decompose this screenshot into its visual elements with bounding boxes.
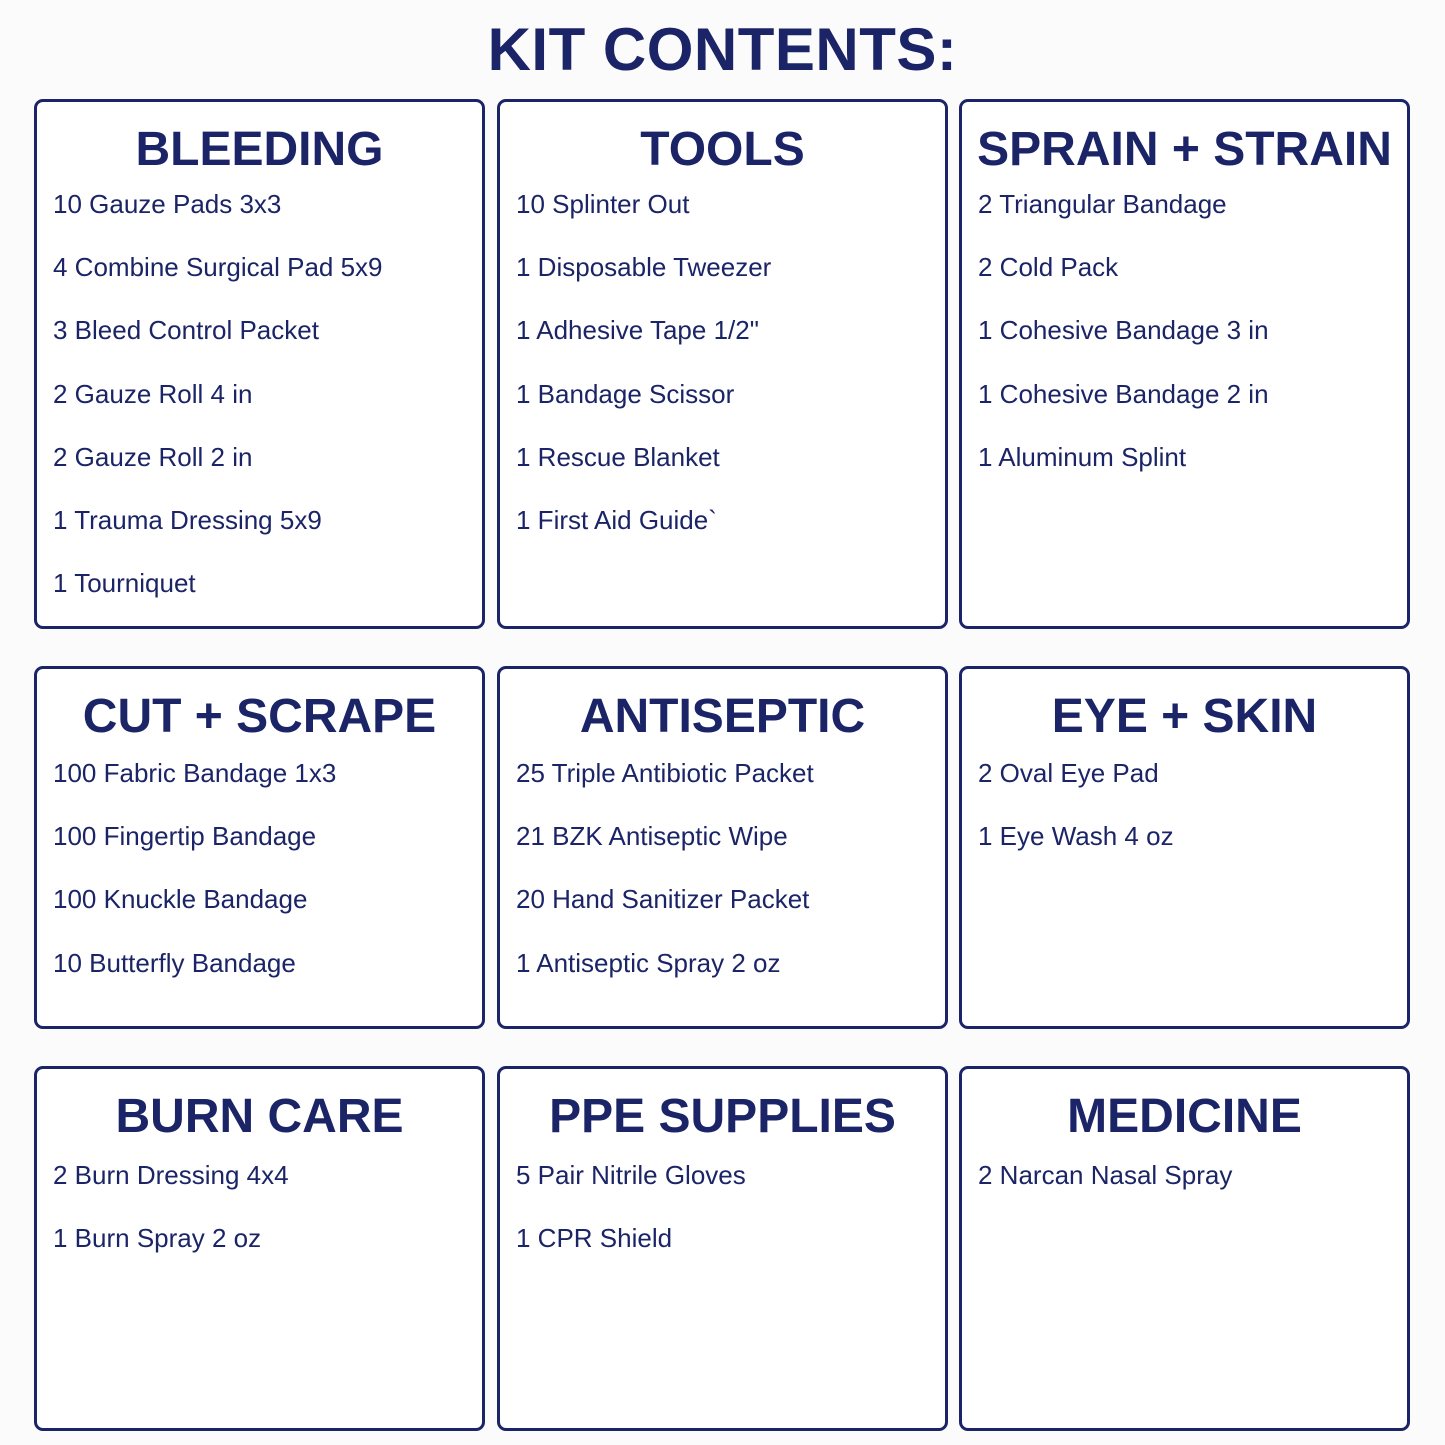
- list-item: 1 Disposable Tweezer: [516, 252, 772, 283]
- item-list: [516, 757, 935, 1010]
- category-card-sprain-strain: [959, 99, 1410, 629]
- list-item: 2 Gauze Roll 4 in: [53, 378, 253, 409]
- category-title: ANTISEPTIC: [579, 690, 866, 743]
- list-item: 1 Eye Wash 4 oz: [978, 821, 1174, 852]
- item-list: [53, 188, 472, 630]
- category-title: CUT + SCRAPE: [82, 690, 437, 743]
- list-item: 1 Aluminum Splint: [978, 441, 1187, 472]
- list-item: 1 Burn Spray 2 oz: [53, 1223, 262, 1254]
- category-card-cut-scrape: [34, 666, 485, 1029]
- item-list: [516, 188, 935, 567]
- list-item: 1 Antiseptic Spray 2 oz: [516, 947, 781, 978]
- item-list: [978, 757, 1397, 883]
- list-item: 25 Triple Antibiotic Packet: [516, 758, 814, 788]
- category-title: SPRAIN + STRAIN: [977, 123, 1392, 176]
- item-list: [516, 1159, 935, 1285]
- page-title: KIT CONTENTS:: [487, 16, 958, 83]
- list-item: 20 Hand Sanitizer Packet: [516, 884, 810, 915]
- list-item: 10 Gauze Pads 3x3: [53, 189, 282, 219]
- list-item: 100 Fingertip Bandage: [53, 821, 317, 852]
- category-title: TOOLS: [640, 123, 805, 176]
- list-item: 1 Adhesive Tape 1/2": [516, 315, 759, 346]
- list-item: 100 Fabric Bandage 1x3: [53, 758, 337, 788]
- category-card-burn-care: [34, 1066, 485, 1431]
- list-item: 2 Cold Pack: [978, 252, 1119, 283]
- category-title: BLEEDING: [135, 123, 384, 176]
- list-item: 4 Combine Surgical Pad 5x9: [53, 252, 383, 283]
- item-list: [978, 1159, 1397, 1222]
- category-title: EYE + SKIN: [1051, 690, 1318, 743]
- item-list: [53, 1159, 472, 1285]
- category-title: PPE SUPPLIES: [549, 1090, 896, 1143]
- list-item: 2 Triangular Bandage: [978, 189, 1227, 219]
- list-item: 2 Gauze Roll 2 in: [53, 441, 253, 472]
- list-item: 1 Trauma Dressing 5x9: [53, 504, 322, 535]
- list-item: 1 Bandage Scissor: [516, 378, 735, 409]
- item-list: [978, 188, 1397, 504]
- list-item: 1 Cohesive Bandage 2 in: [978, 378, 1269, 409]
- category-card-antiseptic: [497, 666, 948, 1029]
- list-item: 3 Bleed Control Packet: [53, 315, 319, 346]
- list-item: 1 First Aid Guide`: [516, 504, 717, 535]
- list-item: 1 CPR Shield: [516, 1223, 673, 1254]
- list-item: 1 Rescue Blanket: [516, 441, 720, 472]
- item-list: [53, 757, 472, 1010]
- list-item: 5 Pair Nitrile Gloves: [516, 1160, 746, 1190]
- category-card-medicine: [959, 1066, 1410, 1431]
- list-item: 2 Oval Eye Pad: [978, 758, 1159, 788]
- list-item: 2 Burn Dressing 4x4: [53, 1160, 289, 1190]
- category-title: BURN CARE: [115, 1090, 404, 1143]
- category-title: MEDICINE: [1067, 1090, 1302, 1143]
- category-card-bleeding: [34, 99, 485, 629]
- list-item: 100 Knuckle Bandage: [53, 884, 308, 915]
- list-item: 1 Cohesive Bandage 3 in: [978, 315, 1269, 346]
- list-item: 10 Butterfly Bandage: [53, 947, 296, 978]
- category-card-tools: [497, 99, 948, 629]
- list-item: 10 Splinter Out: [516, 189, 690, 219]
- list-item: 1 Tourniquet: [53, 568, 196, 599]
- category-card-eye-skin: [959, 666, 1410, 1029]
- list-item: 2 Narcan Nasal Spray: [978, 1160, 1233, 1190]
- category-card-ppe-supplies: [497, 1066, 948, 1431]
- list-item: 21 BZK Antiseptic Wipe: [516, 821, 788, 852]
